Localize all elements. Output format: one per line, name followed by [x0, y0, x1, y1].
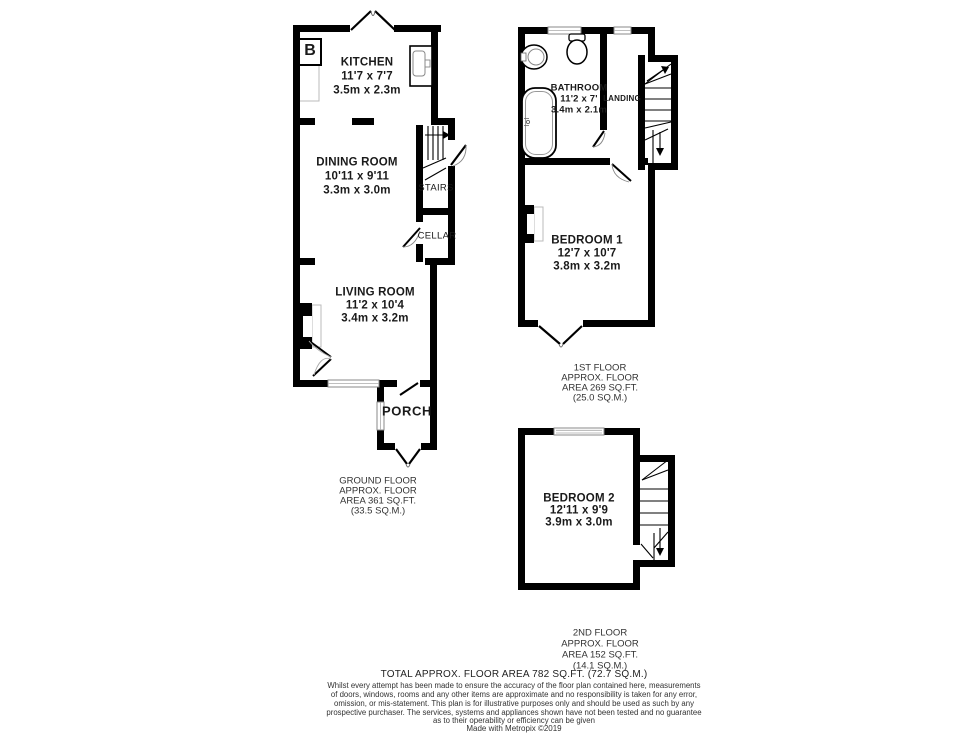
living-hearth [312, 305, 321, 347]
boiler-label: B [304, 42, 316, 59]
porch-door-swing-icon [396, 449, 420, 467]
kitchen-room-label: KITCHEN [340, 56, 394, 69]
ground-summary-line2: APPROX. FLOOR [339, 485, 417, 497]
metropix-credit: Made with Metropix ©2019 [466, 724, 562, 733]
porch-inner-door-icon [400, 383, 418, 395]
bedroom1-hearth [534, 207, 543, 241]
disclaimer-line5: as to their operability or efficiency can be given [433, 716, 595, 726]
stairs-label: STAIRS [418, 182, 454, 194]
window-icon [554, 428, 604, 435]
living-dims-m: 3.4m x 3.2m [341, 312, 409, 325]
bedroom2-dims-ft: 12'11 x 9'9 [549, 504, 609, 517]
bath-icon [522, 88, 556, 158]
disclaimer-line4: prospective purchaser. The services, systems and appliances shown have not been tested and no guarantee [326, 708, 702, 718]
dining-dims-ft: 10'11 x 9'11 [324, 170, 390, 183]
bedroom2-dims-m: 3.9m x 3.0m [545, 516, 613, 529]
kitchen-dims-m: 3.5m x 2.3m [333, 84, 401, 97]
bathroom-dims-m: 3.4m x 2.1m [550, 104, 608, 116]
window-icon [328, 380, 384, 430]
total-floor-area: TOTAL APPROX. FLOOR AREA 782 SQ.FT. (72.7 SQ.M.) [380, 669, 648, 680]
bedroom1-dims-ft: 12'7 x 10'7 [557, 247, 617, 260]
second-summary-line1: 2ND FLOOR [572, 627, 628, 639]
front-door-swing-icon [448, 140, 466, 166]
ground-summary-line3: AREA 361 SQ.FT. [339, 495, 417, 507]
stairs-down-arrow-icon [640, 460, 668, 560]
dining-room-label: DINING ROOM [316, 156, 398, 169]
stairs-up-arrow-icon [645, 64, 671, 163]
bedroom1-room-label: BEDROOM 1 [551, 234, 623, 247]
bedroom1-dims-m: 3.8m x 3.2m [553, 260, 621, 273]
first-summary-line2: APPROX. FLOOR [561, 372, 639, 384]
first-summary-line1: 1ST FLOOR [573, 362, 627, 374]
stairs-up-arrow-icon [423, 126, 450, 180]
ground-summary-line1: GROUND FLOOR [339, 475, 417, 487]
bedroom1-door-swing-icon [612, 164, 631, 182]
second-summary-line2: APPROX. FLOOR [561, 638, 639, 650]
door-swing-icon [351, 11, 395, 30]
disclaimer-line3: omission, or mis-statement. This plan is for illustrative purposes only and should be used as such by any [334, 699, 694, 709]
first-summary-line4: (25.0 SQ.M.) [572, 392, 628, 404]
landing-label: LANDING [603, 94, 641, 103]
first-floor-plan [518, 27, 678, 347]
bedroom1-bay-door-icon [539, 326, 582, 347]
first-summary-line3: AREA 269 SQ.FT. [561, 382, 639, 394]
second-summary-line3: AREA 152 SQ.FT. [561, 649, 639, 661]
bedroom1-chimney-breast [518, 205, 534, 243]
dining-dims-m: 3.3m x 3.0m [323, 184, 391, 197]
toilet-icon [567, 34, 587, 64]
living-room-label: LIVING ROOM [335, 286, 415, 299]
ground-summary-line4: (33.5 SQ.M.) [350, 505, 406, 517]
bedroom2-room-label: BEDROOM 2 [543, 492, 615, 505]
living-chimney-breast [293, 303, 312, 349]
second-summary-line4: (14.1 SQ.M.) [572, 660, 628, 672]
kitchen-dims-ft: 11'7 x 7'7 [341, 70, 393, 83]
porch-label: PORCH [382, 403, 432, 419]
living-dims-ft: 11'2 x 10'4 [345, 299, 405, 312]
bathroom-dims-ft: 11'2 x 7' [560, 93, 598, 105]
disclaimer-line1: Whilst every attempt has been made to ensure the accuracy of the floor plan contained here, measurements [327, 681, 701, 691]
bathroom-door-swing-icon [593, 131, 605, 147]
bathroom-room-label: BATHROOM [550, 82, 608, 94]
kitchen-sink-icon [410, 46, 432, 86]
bathroom-sink-icon [521, 45, 547, 69]
cellar-label: CELLAR [417, 230, 457, 242]
disclaimer-line2: of doors, windows, rooms and any other items are approximate and no responsibility is taken for any error, [330, 690, 698, 700]
